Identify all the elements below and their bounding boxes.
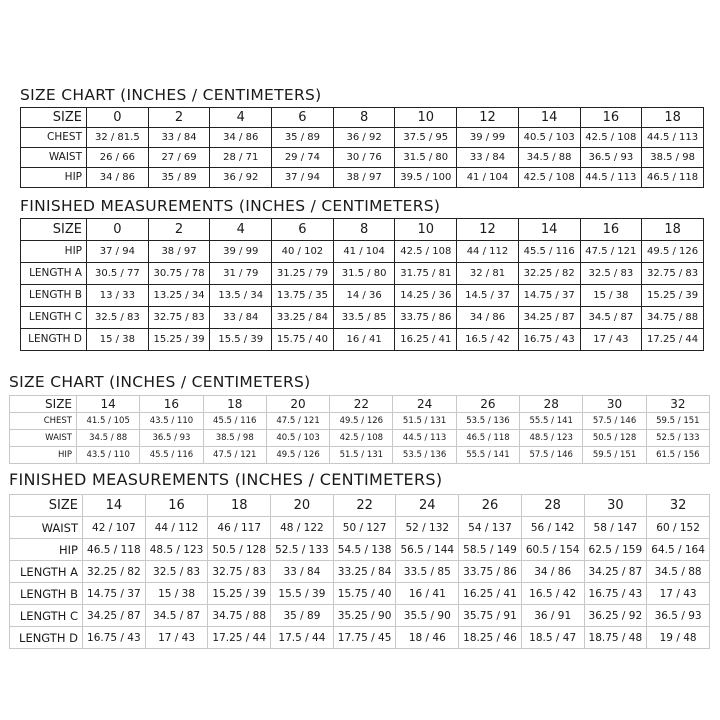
measurement-cell: 36 / 92 xyxy=(210,167,272,187)
measurement-cell: 35.5 / 90 xyxy=(396,605,459,627)
table-row xyxy=(10,627,710,649)
measurement-cell: 34 / 86 xyxy=(457,306,519,328)
measurement-cell: 32.25 / 82 xyxy=(83,561,146,583)
measurement-cell: 45.5 / 116 xyxy=(140,446,203,463)
measurement-cell: 14 / 36 xyxy=(333,284,395,306)
size-header-cell: 14 xyxy=(83,495,146,517)
size-header-cell: 18 xyxy=(642,218,704,240)
size-header-cell: 2 xyxy=(148,107,210,127)
row-label: LENGTH A xyxy=(10,561,83,583)
size-header-cell: 12 xyxy=(457,218,519,240)
size-header-cell: 0 xyxy=(87,107,149,127)
table-row xyxy=(21,127,704,147)
measurement-cell: 39 / 99 xyxy=(210,240,272,262)
measurement-cell: 47.5 / 121 xyxy=(266,412,329,429)
table-title: FINISHED MEASUREMENTS (INCHES / CENTIMETERS) xyxy=(9,470,443,489)
measurement-cell: 54.5 / 138 xyxy=(333,539,396,561)
size-header-cell: 4 xyxy=(210,218,272,240)
measurement-cell: 58 / 147 xyxy=(584,517,647,539)
table-row xyxy=(21,284,704,306)
measurement-cell: 15.5 / 39 xyxy=(271,583,334,605)
size-header-cell: 14 xyxy=(518,218,580,240)
measurement-cell: 36.5 / 93 xyxy=(140,429,203,446)
measurement-cell: 16 / 41 xyxy=(333,328,395,350)
measurement-cell: 38.5 / 98 xyxy=(642,147,704,167)
measurement-cell: 31.75 / 81 xyxy=(395,262,457,284)
size-header-cell: 6 xyxy=(272,218,334,240)
measurement-cell: 15 / 38 xyxy=(145,583,208,605)
size-header-cell: 16 xyxy=(580,218,642,240)
size-header-cell: 24 xyxy=(393,395,456,412)
measurement-cell: 40.5 / 103 xyxy=(518,127,580,147)
measurement-cell: 16.75 / 43 xyxy=(83,627,146,649)
measurement-cell: 15.25 / 39 xyxy=(208,583,271,605)
measurement-cell: 38 / 97 xyxy=(333,167,395,187)
size-header-cell: 22 xyxy=(333,495,396,517)
row-label: HIP xyxy=(21,240,87,262)
measurement-cell: 14.75 / 37 xyxy=(518,284,580,306)
measurement-cell: 16.25 / 41 xyxy=(395,328,457,350)
size-header-cell: 32 xyxy=(647,495,710,517)
measurement-cell: 19 / 48 xyxy=(647,627,710,649)
measurement-cell: 16.5 / 42 xyxy=(521,583,584,605)
measurement-cell: 34.5 / 88 xyxy=(518,147,580,167)
measurement-cell: 46.5 / 118 xyxy=(456,429,519,446)
measurement-table xyxy=(9,395,710,464)
measurement-cell: 33.75 / 86 xyxy=(459,561,522,583)
size-header-cell: 16 xyxy=(145,495,208,517)
finished-measurements-misses xyxy=(20,199,704,351)
table-row xyxy=(10,412,710,429)
size-header-cell: 30 xyxy=(583,395,646,412)
measurement-cell: 14.75 / 37 xyxy=(83,583,146,605)
measurement-cell: 16.25 / 41 xyxy=(459,583,522,605)
measurement-cell: 45.5 / 116 xyxy=(518,240,580,262)
measurement-cell: 33 / 84 xyxy=(457,147,519,167)
measurement-cell: 33 / 84 xyxy=(271,561,334,583)
measurement-cell: 57.5 / 146 xyxy=(520,446,583,463)
measurement-table xyxy=(20,218,704,351)
measurement-cell: 33.5 / 85 xyxy=(396,561,459,583)
measurement-table xyxy=(20,107,704,188)
measurement-cell: 16.75 / 43 xyxy=(518,328,580,350)
size-label: SIZE xyxy=(21,218,87,240)
table-row xyxy=(10,539,710,561)
measurement-cell: 43.5 / 110 xyxy=(140,412,203,429)
measurement-cell: 34.5 / 88 xyxy=(77,429,140,446)
measurement-cell: 34.5 / 88 xyxy=(647,561,710,583)
measurement-cell: 42.5 / 108 xyxy=(518,167,580,187)
table-title: FINISHED MEASUREMENTS (INCHES / CENTIMETERS) xyxy=(20,197,441,215)
measurement-cell: 13 / 33 xyxy=(87,284,149,306)
row-label: LENGTH B xyxy=(10,583,83,605)
table-row xyxy=(21,147,704,167)
measurement-cell: 50.5 / 128 xyxy=(208,539,271,561)
measurement-cell: 34.25 / 87 xyxy=(584,561,647,583)
finished-measurements-plus xyxy=(9,472,710,649)
size-header-cell: 12 xyxy=(457,107,519,127)
table-title: SIZE CHART (INCHES / CENTIMETERS) xyxy=(9,373,311,391)
measurement-cell: 15.75 / 40 xyxy=(333,583,396,605)
size-header-cell: 22 xyxy=(330,395,393,412)
size-header-cell: 14 xyxy=(77,395,140,412)
table-row xyxy=(21,262,704,284)
size-header-cell: 10 xyxy=(395,107,457,127)
size-label: SIZE xyxy=(21,107,87,127)
measurement-cell: 34 / 86 xyxy=(521,561,584,583)
measurement-cell: 37.5 / 95 xyxy=(395,127,457,147)
measurement-cell: 45.5 / 116 xyxy=(203,412,266,429)
measurement-cell: 15.75 / 40 xyxy=(272,328,334,350)
measurement-cell: 13.5 / 34 xyxy=(210,284,272,306)
measurement-cell: 15.25 / 39 xyxy=(148,328,210,350)
size-header-cell: 20 xyxy=(266,395,329,412)
measurement-cell: 44.5 / 113 xyxy=(642,127,704,147)
measurement-cell: 42.5 / 108 xyxy=(395,240,457,262)
size-label: SIZE xyxy=(10,395,77,412)
size-header-cell: 0 xyxy=(87,218,149,240)
table-row xyxy=(21,167,704,187)
row-label: CHEST xyxy=(10,412,77,429)
measurement-cell: 36.5 / 93 xyxy=(580,147,642,167)
measurement-cell: 33.25 / 84 xyxy=(333,561,396,583)
size-chart-misses xyxy=(20,88,704,188)
measurement-cell: 60 / 152 xyxy=(647,517,710,539)
measurement-cell: 49.5 / 126 xyxy=(642,240,704,262)
measurement-cell: 14.5 / 37 xyxy=(457,284,519,306)
row-label: LENGTH C xyxy=(10,605,83,627)
table-row xyxy=(10,605,710,627)
measurement-cell: 34.75 / 88 xyxy=(642,306,704,328)
measurement-cell: 35 / 89 xyxy=(148,167,210,187)
measurement-table xyxy=(9,494,710,649)
measurement-cell: 18.75 / 48 xyxy=(584,627,647,649)
measurement-cell: 29 / 74 xyxy=(272,147,334,167)
size-header-cell: 28 xyxy=(520,395,583,412)
measurement-cell: 52.5 / 133 xyxy=(271,539,334,561)
measurement-cell: 48.5 / 123 xyxy=(145,539,208,561)
measurement-cell: 31.25 / 79 xyxy=(272,262,334,284)
measurement-cell: 32.5 / 83 xyxy=(87,306,149,328)
measurement-cell: 18 / 46 xyxy=(396,627,459,649)
measurement-cell: 32 / 81.5 xyxy=(87,127,149,147)
measurement-cell: 13.75 / 35 xyxy=(272,284,334,306)
size-header-cell: 6 xyxy=(272,107,334,127)
measurement-cell: 30.5 / 77 xyxy=(87,262,149,284)
measurement-cell: 28 / 71 xyxy=(210,147,272,167)
measurement-cell: 34 / 86 xyxy=(87,167,149,187)
measurement-cell: 33.25 / 84 xyxy=(272,306,334,328)
measurement-cell: 18.5 / 47 xyxy=(521,627,584,649)
measurement-cell: 17.75 / 45 xyxy=(333,627,396,649)
measurement-cell: 39 / 99 xyxy=(457,127,519,147)
size-header-cell: 2 xyxy=(148,218,210,240)
size-header-cell: 16 xyxy=(140,395,203,412)
size-header-row xyxy=(10,395,710,412)
measurement-cell: 51.5 / 131 xyxy=(330,446,393,463)
measurement-cell: 37 / 94 xyxy=(87,240,149,262)
measurement-cell: 48.5 / 123 xyxy=(520,429,583,446)
row-label: HIP xyxy=(10,539,83,561)
size-label: SIZE xyxy=(10,495,83,517)
measurement-cell: 55.5 / 141 xyxy=(520,412,583,429)
size-header-cell: 18 xyxy=(203,395,266,412)
table-row xyxy=(10,583,710,605)
row-label: LENGTH A xyxy=(21,262,87,284)
measurement-cell: 35.25 / 90 xyxy=(333,605,396,627)
size-chart-plus xyxy=(9,375,710,464)
measurement-cell: 57.5 / 146 xyxy=(583,412,646,429)
measurement-cell: 61.5 / 156 xyxy=(646,446,709,463)
measurement-cell: 17 / 43 xyxy=(647,583,710,605)
measurement-cell: 36.25 / 92 xyxy=(584,605,647,627)
measurement-cell: 44 / 112 xyxy=(145,517,208,539)
measurement-cell: 16 / 41 xyxy=(396,583,459,605)
measurement-cell: 32 / 81 xyxy=(457,262,519,284)
measurement-cell: 35 / 89 xyxy=(272,127,334,147)
measurement-cell: 31.5 / 80 xyxy=(333,262,395,284)
table-row xyxy=(10,517,710,539)
table-row xyxy=(21,240,704,262)
size-header-cell: 26 xyxy=(459,495,522,517)
measurement-cell: 46.5 / 118 xyxy=(83,539,146,561)
measurement-cell: 62.5 / 159 xyxy=(584,539,647,561)
measurement-cell: 17 / 43 xyxy=(145,627,208,649)
size-header-row xyxy=(21,218,704,240)
measurement-cell: 31.5 / 80 xyxy=(395,147,457,167)
measurement-cell: 16.75 / 43 xyxy=(584,583,647,605)
size-header-cell: 8 xyxy=(333,107,395,127)
measurement-cell: 35 / 89 xyxy=(271,605,334,627)
row-label: WAIST xyxy=(10,517,83,539)
measurement-cell: 36 / 91 xyxy=(521,605,584,627)
measurement-cell: 40 / 102 xyxy=(272,240,334,262)
measurement-cell: 49.5 / 126 xyxy=(330,412,393,429)
measurement-cell: 34 / 86 xyxy=(210,127,272,147)
measurement-cell: 47.5 / 121 xyxy=(203,446,266,463)
size-header-cell: 14 xyxy=(518,107,580,127)
size-header-cell: 10 xyxy=(395,218,457,240)
measurement-cell: 13.25 / 34 xyxy=(148,284,210,306)
measurement-cell: 56 / 142 xyxy=(521,517,584,539)
measurement-cell: 41.5 / 105 xyxy=(77,412,140,429)
measurement-cell: 32.25 / 82 xyxy=(518,262,580,284)
measurement-cell: 34.5 / 87 xyxy=(580,306,642,328)
measurement-cell: 30 / 76 xyxy=(333,147,395,167)
measurement-cell: 15 / 38 xyxy=(580,284,642,306)
measurement-cell: 17 / 43 xyxy=(580,328,642,350)
size-header-cell: 32 xyxy=(646,395,709,412)
size-header-cell: 30 xyxy=(584,495,647,517)
measurement-cell: 18.25 / 46 xyxy=(459,627,522,649)
row-label: HIP xyxy=(21,167,87,187)
measurement-cell: 34.5 / 87 xyxy=(145,605,208,627)
measurement-cell: 41 / 104 xyxy=(333,240,395,262)
measurement-cell: 15.25 / 39 xyxy=(642,284,704,306)
table-row xyxy=(10,561,710,583)
measurement-cell: 38 / 97 xyxy=(148,240,210,262)
measurement-cell: 46.5 / 118 xyxy=(642,167,704,187)
measurement-cell: 31 / 79 xyxy=(210,262,272,284)
measurement-cell: 59.5 / 151 xyxy=(646,412,709,429)
row-label: CHEST xyxy=(21,127,87,147)
measurement-cell: 38.5 / 98 xyxy=(203,429,266,446)
measurement-cell: 27 / 69 xyxy=(148,147,210,167)
measurement-cell: 52 / 132 xyxy=(396,517,459,539)
size-header-row xyxy=(21,107,704,127)
measurement-cell: 53.5 / 136 xyxy=(393,446,456,463)
size-header-cell: 28 xyxy=(521,495,584,517)
measurement-cell: 42.5 / 108 xyxy=(580,127,642,147)
measurement-cell: 17.5 / 44 xyxy=(271,627,334,649)
table-row xyxy=(21,306,704,328)
measurement-cell: 36.5 / 93 xyxy=(647,605,710,627)
measurement-cell: 40.5 / 103 xyxy=(266,429,329,446)
measurement-cell: 55.5 / 141 xyxy=(456,446,519,463)
measurement-cell: 36 / 92 xyxy=(333,127,395,147)
table-row xyxy=(10,446,710,463)
measurement-cell: 49.5 / 126 xyxy=(266,446,329,463)
measurement-cell: 32.5 / 83 xyxy=(145,561,208,583)
measurement-cell: 33.75 / 86 xyxy=(395,306,457,328)
size-header-cell: 26 xyxy=(456,395,519,412)
measurement-cell: 58.5 / 149 xyxy=(459,539,522,561)
measurement-cell: 53.5 / 136 xyxy=(456,412,519,429)
measurement-cell: 44 / 112 xyxy=(457,240,519,262)
row-label: WAIST xyxy=(10,429,77,446)
measurement-cell: 16.5 / 42 xyxy=(457,328,519,350)
measurement-cell: 60.5 / 154 xyxy=(521,539,584,561)
measurement-cell: 44.5 / 113 xyxy=(393,429,456,446)
measurement-cell: 64.5 / 164 xyxy=(647,539,710,561)
table-row xyxy=(10,429,710,446)
measurement-cell: 15 / 38 xyxy=(87,328,149,350)
size-header-cell: 8 xyxy=(333,218,395,240)
measurement-cell: 52.5 / 133 xyxy=(646,429,709,446)
measurement-cell: 39.5 / 100 xyxy=(395,167,457,187)
measurement-cell: 32.75 / 83 xyxy=(148,306,210,328)
measurement-cell: 59.5 / 151 xyxy=(583,446,646,463)
size-header-row xyxy=(10,495,710,517)
row-label: WAIST xyxy=(21,147,87,167)
measurement-cell: 32.75 / 83 xyxy=(208,561,271,583)
size-header-cell: 24 xyxy=(396,495,459,517)
measurement-cell: 46 / 117 xyxy=(208,517,271,539)
measurement-cell: 42 / 107 xyxy=(83,517,146,539)
measurement-cell: 54 / 137 xyxy=(459,517,522,539)
measurement-cell: 32.5 / 83 xyxy=(580,262,642,284)
size-header-cell: 18 xyxy=(208,495,271,517)
size-header-cell: 16 xyxy=(580,107,642,127)
measurement-cell: 37 / 94 xyxy=(272,167,334,187)
measurement-cell: 44.5 / 113 xyxy=(580,167,642,187)
measurement-cell: 43.5 / 110 xyxy=(77,446,140,463)
measurement-cell: 42.5 / 108 xyxy=(330,429,393,446)
size-header-cell: 18 xyxy=(642,107,704,127)
measurement-cell: 15.5 / 39 xyxy=(210,328,272,350)
table-row xyxy=(21,328,704,350)
measurement-cell: 33 / 84 xyxy=(210,306,272,328)
row-label: LENGTH B xyxy=(21,284,87,306)
measurement-cell: 26 / 66 xyxy=(87,147,149,167)
measurement-cell: 47.5 / 121 xyxy=(580,240,642,262)
measurement-cell: 50 / 127 xyxy=(333,517,396,539)
measurement-cell: 34.25 / 87 xyxy=(83,605,146,627)
row-label: HIP xyxy=(10,446,77,463)
measurement-cell: 17.25 / 44 xyxy=(208,627,271,649)
measurement-cell: 33.5 / 85 xyxy=(333,306,395,328)
measurement-cell: 33 / 84 xyxy=(148,127,210,147)
row-label: LENGTH D xyxy=(10,627,83,649)
measurement-cell: 35.75 / 91 xyxy=(459,605,522,627)
measurement-cell: 48 / 122 xyxy=(271,517,334,539)
size-header-cell: 4 xyxy=(210,107,272,127)
measurement-cell: 32.75 / 83 xyxy=(642,262,704,284)
measurement-cell: 34.25 / 87 xyxy=(518,306,580,328)
measurement-cell: 50.5 / 128 xyxy=(583,429,646,446)
table-title: SIZE CHART (INCHES / CENTIMETERS) xyxy=(20,86,322,104)
measurement-cell: 30.75 / 78 xyxy=(148,262,210,284)
size-header-cell: 20 xyxy=(271,495,334,517)
measurement-cell: 17.25 / 44 xyxy=(642,328,704,350)
row-label: LENGTH C xyxy=(21,306,87,328)
measurement-cell: 14.25 / 36 xyxy=(395,284,457,306)
measurement-cell: 56.5 / 144 xyxy=(396,539,459,561)
row-label: LENGTH D xyxy=(21,328,87,350)
measurement-cell: 51.5 / 131 xyxy=(393,412,456,429)
measurement-cell: 34.75 / 88 xyxy=(208,605,271,627)
measurement-cell: 41 / 104 xyxy=(457,167,519,187)
